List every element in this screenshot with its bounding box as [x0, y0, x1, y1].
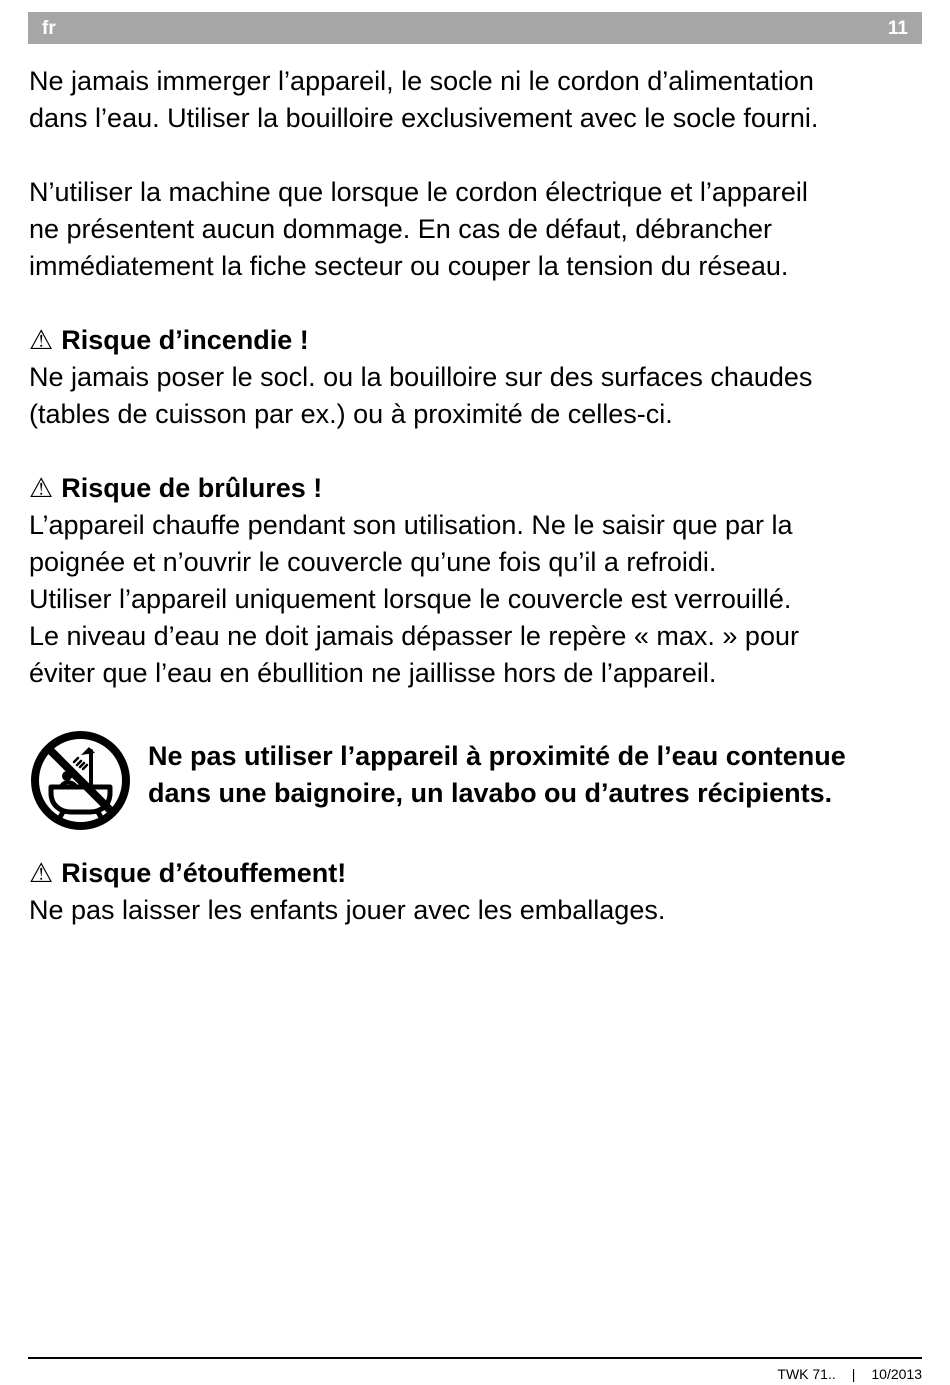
- text-line: N’utiliser la machine que lorsque le cordon électrique et l’appareil: [29, 177, 808, 207]
- warning-title: Risque d’incendie !: [61, 325, 309, 355]
- warning-heading: [29, 322, 924, 359]
- text-line: Ne jamais poser le socl. ou la bouilloire sur des surfaces chaudes: [29, 362, 813, 392]
- warning-suffocation: [29, 855, 924, 929]
- text-line: (tables de cuisson par ex.) ou à proximité de celles-ci.: [29, 399, 673, 429]
- warning-fire: [29, 322, 924, 433]
- warning-burns: [29, 470, 924, 692]
- text-line: Ne pas laisser les enfants jouer avec les emballages.: [29, 895, 666, 925]
- warning-triangle-icon: ⚠: [29, 858, 54, 888]
- warning-heading: [29, 470, 924, 507]
- language-code: fr: [42, 18, 56, 39]
- paragraph-damage: [29, 174, 924, 285]
- page-footer: [777, 1366, 922, 1382]
- text-line: Utiliser l’appareil uniquement lorsque le couvercle est verrouillé.: [29, 584, 792, 614]
- bath-water-notice-text: [148, 738, 846, 812]
- text-line: poignée et n’ouvrir le couvercle qu’une fois qu’il a refroidi.: [29, 547, 717, 577]
- warning-title: Risque de brûlures !: [61, 473, 323, 503]
- warning-title: Risque d’étouffement!: [61, 858, 347, 888]
- text-line: Ne jamais immerger l’appareil, le socle ni le cordon d’alimentation: [29, 66, 814, 96]
- bath-water-notice: [29, 729, 924, 832]
- text-line: Ne pas utiliser l’appareil à proximité de l’eau contenue: [148, 741, 846, 771]
- no-bath-icon: [29, 729, 132, 832]
- text-line: immédiatement la fiche secteur ou couper la tension du réseau.: [29, 251, 789, 281]
- page-header-bar: [28, 12, 922, 44]
- text-line: dans une baignoire, un lavabo ou d’autres récipients.: [148, 778, 833, 808]
- footer-model: TWK 71..: [777, 1366, 836, 1382]
- paragraph-immersion: [29, 63, 924, 137]
- text-line: Le niveau d’eau ne doit jamais dépasser le repère « max. » pour: [29, 621, 799, 651]
- footer-date: 10/2013: [871, 1366, 922, 1382]
- warning-heading: [29, 855, 924, 892]
- footer-rule: [28, 1357, 922, 1359]
- warning-triangle-icon: ⚠: [29, 325, 54, 355]
- text-line: L’appareil chauffe pendant son utilisation. Ne le saisir que par la: [29, 510, 793, 540]
- text-line: ne présentent aucun dommage. En cas de défaut, débrancher: [29, 214, 773, 244]
- warning-triangle-icon: ⚠: [29, 473, 54, 503]
- page-content: [29, 63, 924, 966]
- footer-separator: |: [851, 1366, 856, 1382]
- page-number: 11: [887, 18, 908, 39]
- text-line: éviter que l’eau en ébullition ne jaillisse hors de l’appareil.: [29, 658, 717, 688]
- text-line: dans l’eau. Utiliser la bouilloire exclusivement avec le socle fourni.: [29, 103, 819, 133]
